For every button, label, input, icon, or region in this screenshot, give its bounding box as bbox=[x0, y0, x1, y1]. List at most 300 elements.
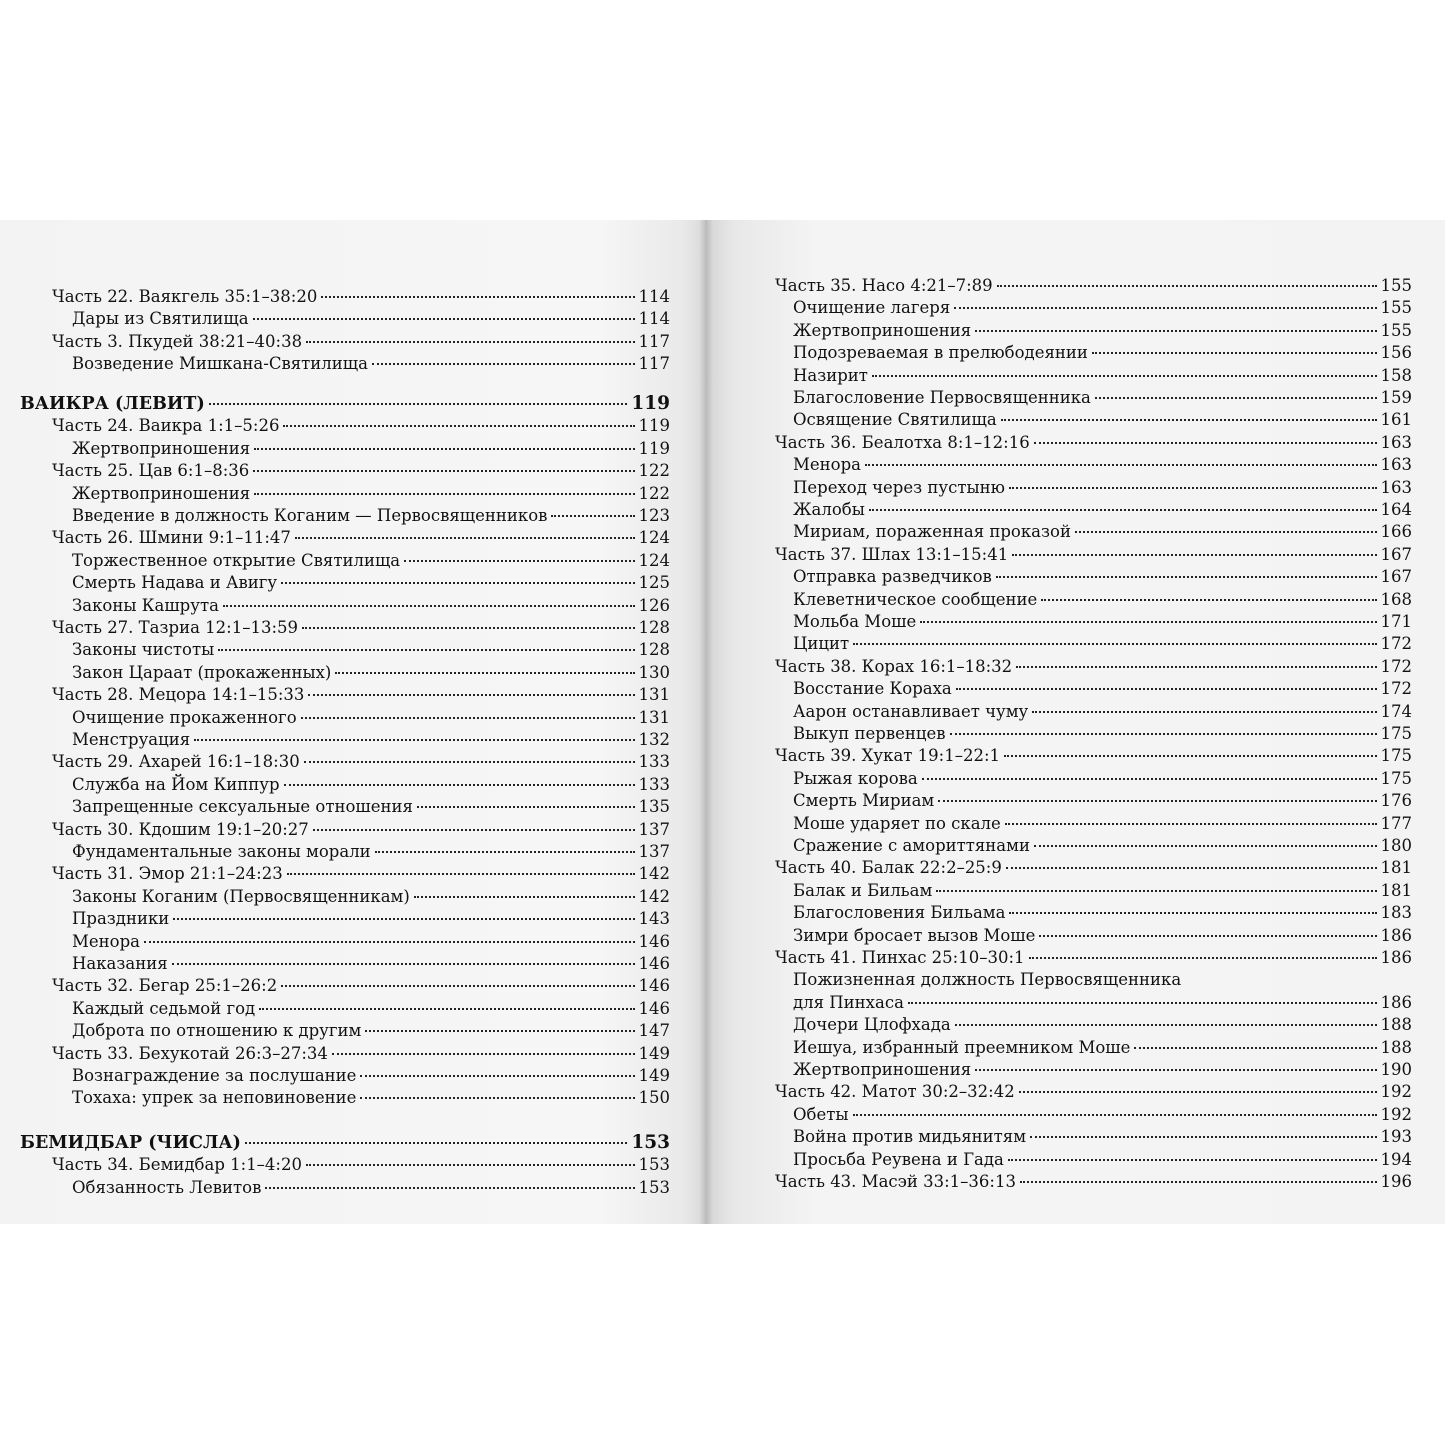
toc-dot-leader bbox=[1001, 419, 1377, 421]
toc-page-number: 126 bbox=[638, 595, 670, 615]
toc-dot-leader bbox=[265, 1187, 634, 1189]
toc-page-number: 181 bbox=[1380, 880, 1412, 900]
toc-entry-title: Возведение Мишкана-Святилища bbox=[72, 354, 368, 374]
toc-dot-leader bbox=[1034, 442, 1377, 444]
toc-subentry bbox=[72, 998, 670, 1020]
toc-part-entry bbox=[52, 975, 670, 997]
toc-dot-leader bbox=[194, 739, 634, 741]
toc-dot-leader bbox=[283, 425, 634, 427]
toc-subentry bbox=[72, 550, 670, 572]
toc-dot-leader bbox=[872, 375, 1377, 377]
toc-book-heading bbox=[20, 1132, 670, 1154]
toc-page-number: 190 bbox=[1380, 1060, 1412, 1079]
toc-entry-title: Смерть Надава и Авигу bbox=[72, 573, 278, 593]
toc-dot-leader bbox=[551, 515, 634, 517]
toc-entry-title: Жертвоприношения bbox=[72, 438, 251, 458]
toc-subentry bbox=[72, 1020, 670, 1042]
toc-subentry bbox=[793, 701, 1412, 723]
toc-page-number: 186 bbox=[1380, 948, 1412, 967]
toc-page-number: 123 bbox=[638, 506, 670, 525]
toc-page-number: 149 bbox=[638, 1043, 670, 1063]
toc-dot-leader bbox=[332, 1053, 635, 1055]
toc-subentry bbox=[793, 678, 1412, 700]
toc-page-number: 153 bbox=[638, 1155, 670, 1175]
toc-page-number: 159 bbox=[1380, 388, 1412, 407]
toc-part-entry bbox=[775, 1171, 1412, 1193]
toc-page-number: 119 bbox=[638, 438, 670, 458]
toc-dot-leader bbox=[313, 829, 635, 831]
toc-subentry bbox=[793, 835, 1412, 857]
toc-dot-leader bbox=[209, 403, 628, 405]
toc-page-number: 158 bbox=[1380, 365, 1412, 385]
toc-part-entry bbox=[52, 684, 670, 706]
toc-page-number: 149 bbox=[638, 1066, 670, 1085]
toc-part-entry bbox=[775, 656, 1412, 678]
toc-entry-title: Часть 42. Матот 30:2–32:42 bbox=[775, 1082, 1015, 1102]
toc-page-number: 146 bbox=[638, 976, 670, 996]
toc-entry-title: Часть 22. Ваякгель 35:1–38:20 bbox=[52, 287, 318, 306]
toc-subentry bbox=[72, 1087, 670, 1109]
toc-page-number: 163 bbox=[1380, 432, 1412, 452]
toc-page-number: 137 bbox=[638, 819, 670, 839]
toc-part-entry bbox=[775, 1081, 1412, 1103]
toc-dot-leader bbox=[975, 1069, 1376, 1071]
toc-page-number: 196 bbox=[1380, 1172, 1412, 1191]
toc-subentry bbox=[72, 729, 670, 751]
toc-entry-title: Обеты bbox=[793, 1104, 849, 1124]
toc-dot-leader bbox=[975, 330, 1376, 332]
toc-dot-leader bbox=[254, 493, 634, 495]
toc-entry-title: Очищение лагеря bbox=[793, 298, 951, 318]
toc-entry-title: Мириам, пораженная проказой bbox=[793, 522, 1071, 542]
toc-subentry bbox=[793, 454, 1412, 476]
toc-subentry bbox=[72, 931, 670, 953]
toc-entry-title: Часть 39. Хукат 19:1–22:1 bbox=[775, 746, 1001, 766]
toc-entry-title: Служба на Йом Киппур bbox=[72, 774, 280, 794]
toc-entry-title: Смерть Мириам bbox=[793, 791, 935, 811]
toc-page-number: 168 bbox=[1380, 589, 1412, 609]
toc-subentry bbox=[72, 953, 670, 975]
toc-entry-title: Часть 25. Цав 6:1–8:36 bbox=[52, 461, 250, 481]
toc-dot-leader bbox=[1030, 1136, 1376, 1138]
toc-entry-title: Часть 41. Пинхас 25:10–30:1 bbox=[775, 948, 1025, 967]
toc-subentry bbox=[793, 768, 1412, 790]
toc-entry-title: Иешуа, избранный преемником Моше bbox=[793, 1037, 1131, 1057]
toc-page-number: 146 bbox=[638, 954, 670, 973]
toc-entry-title: Каждый седьмой год bbox=[72, 998, 256, 1018]
toc-page-number: 194 bbox=[1380, 1149, 1412, 1169]
left-page bbox=[0, 220, 705, 1224]
toc-page-number: 181 bbox=[1380, 858, 1412, 878]
toc-entry-title: Торжественное открытие Святилища bbox=[72, 550, 401, 570]
toc-subentry bbox=[793, 297, 1412, 319]
toc-part-entry bbox=[52, 415, 670, 437]
toc-entry-title: Менора bbox=[72, 931, 140, 951]
toc-dot-leader bbox=[1134, 1047, 1376, 1049]
toc-page-number: 175 bbox=[1380, 746, 1412, 766]
toc-subentry bbox=[793, 477, 1412, 499]
toc-subentry bbox=[793, 902, 1412, 924]
toc-subentry bbox=[793, 723, 1412, 745]
toc-page-number: 163 bbox=[1380, 477, 1412, 497]
toc-entry-title: Часть 37. Шлах 13:1–15:41 bbox=[775, 544, 1009, 564]
toc-entry-title: для Пинхаса bbox=[793, 992, 904, 1012]
toc-dot-leader bbox=[954, 307, 1376, 309]
toc-page-number: 167 bbox=[1380, 567, 1412, 587]
toc-dot-leader bbox=[956, 688, 1377, 690]
toc-entry-title: Введение в должность Коганим — Первосвященников bbox=[72, 506, 548, 525]
toc-page-number: 175 bbox=[1380, 768, 1412, 788]
toc-page-number: 135 bbox=[638, 797, 670, 817]
toc-page-number: 155 bbox=[1380, 276, 1412, 295]
toc-dot-leader bbox=[306, 1164, 635, 1166]
toc-subentry bbox=[793, 320, 1412, 342]
toc-dot-leader bbox=[360, 1097, 634, 1099]
toc-dot-leader bbox=[144, 941, 635, 943]
toc-dot-leader bbox=[920, 621, 1376, 623]
toc-page-number: 193 bbox=[1380, 1127, 1412, 1147]
toc-entry-title: Законы чистоты bbox=[72, 640, 215, 660]
toc-page-number: 131 bbox=[638, 685, 670, 705]
toc-dot-leader bbox=[955, 1024, 1377, 1026]
toc-entry-title: Клеветническое сообщение bbox=[793, 589, 1038, 609]
toc-part-entry bbox=[52, 1043, 670, 1065]
toc-entry-title: Мольба Моше bbox=[793, 612, 917, 631]
toc-page-number: 192 bbox=[1380, 1082, 1412, 1102]
toc-dot-leader bbox=[938, 800, 1376, 802]
toc-subentry bbox=[72, 886, 670, 908]
toc-dot-leader bbox=[321, 296, 634, 298]
toc-dot-leader bbox=[1041, 599, 1376, 601]
toc-dot-leader bbox=[360, 1075, 634, 1077]
toc-dot-leader bbox=[950, 733, 1377, 735]
toc-page-number: 124 bbox=[638, 550, 670, 570]
toc-part-entry bbox=[52, 751, 670, 773]
toc-dot-leader bbox=[1009, 912, 1376, 914]
toc-subentry bbox=[72, 308, 670, 330]
toc-page-number: 153 bbox=[631, 1132, 670, 1153]
toc-dot-leader bbox=[1009, 487, 1377, 489]
toc-dot-leader bbox=[996, 576, 1377, 578]
toc-page-number: 167 bbox=[1380, 544, 1412, 564]
toc-entry-title: Жертвоприношения bbox=[72, 483, 251, 503]
toc-page-number: 153 bbox=[638, 1177, 670, 1197]
toc-entry-title: Просьба Реувена и Гада bbox=[793, 1149, 1004, 1169]
toc-subentry bbox=[793, 409, 1412, 431]
toc-dot-leader bbox=[375, 851, 635, 853]
toc-page-number: 188 bbox=[1380, 1037, 1412, 1057]
book-gutter bbox=[699, 220, 713, 1224]
toc-dot-leader bbox=[218, 649, 634, 651]
toc-entry-title: Выкуп первенцев bbox=[793, 724, 946, 743]
toc-subentry bbox=[793, 1014, 1412, 1036]
toc-dot-leader bbox=[936, 890, 1376, 892]
toc-dot-leader bbox=[908, 1002, 1377, 1004]
toc-page-number: 125 bbox=[638, 573, 670, 593]
toc-entry-title: Балак и Бильам bbox=[793, 880, 933, 900]
toc-entry-title: Переход через пустыню bbox=[793, 477, 1005, 497]
toc-part-entry bbox=[775, 432, 1412, 454]
toc-dot-leader bbox=[281, 582, 634, 584]
toc-entry-title: Дары из Святилища bbox=[72, 309, 249, 329]
toc-entry-title: Пожизненная должность Первосвященника bbox=[793, 970, 1182, 990]
toc-part-entry bbox=[52, 617, 670, 639]
toc-subentry bbox=[793, 387, 1412, 409]
toc-subentry bbox=[72, 595, 670, 617]
toc-dot-leader bbox=[173, 918, 634, 920]
toc-part-entry bbox=[775, 544, 1412, 566]
toc-entry-title: Праздники bbox=[72, 909, 170, 929]
toc-page-number: 161 bbox=[1380, 410, 1412, 430]
toc-dot-leader bbox=[284, 784, 635, 786]
toc-subentry bbox=[72, 841, 670, 863]
toc-entry-title: Часть 3. Пкудей 38:21–40:38 bbox=[52, 331, 303, 351]
toc-dot-leader bbox=[304, 761, 635, 763]
toc-dot-leader bbox=[1034, 845, 1377, 847]
toc-page-number: 124 bbox=[638, 528, 670, 548]
toc-subentry bbox=[793, 633, 1412, 655]
toc-dot-leader bbox=[414, 896, 635, 898]
toc-dot-leader bbox=[1029, 957, 1377, 959]
toc-page-number: 188 bbox=[1380, 1015, 1412, 1035]
toc-page-number: 150 bbox=[638, 1088, 670, 1108]
toc-dot-leader bbox=[253, 318, 635, 320]
toc-dot-leader bbox=[853, 643, 1376, 645]
toc-dot-leader bbox=[404, 560, 634, 562]
toc-subentry bbox=[793, 589, 1412, 611]
toc-page-number: 176 bbox=[1380, 791, 1412, 811]
toc-book-heading bbox=[20, 393, 670, 415]
toc-dot-leader bbox=[1012, 554, 1376, 556]
toc-entry-title: Часть 30. Кдошим 19:1–20:27 bbox=[52, 819, 309, 839]
toc-part-entry bbox=[775, 745, 1412, 767]
toc-subentry bbox=[793, 365, 1412, 387]
toc-page-number: 186 bbox=[1380, 992, 1412, 1012]
toc-page-number: 166 bbox=[1380, 522, 1412, 542]
toc-page-number: 171 bbox=[1380, 612, 1412, 631]
toc-dot-leader bbox=[253, 470, 634, 472]
toc-subentry bbox=[793, 790, 1412, 812]
toc-entry-title: Часть 35. Насо 4:21–7:89 bbox=[775, 276, 993, 295]
toc-page-number: 156 bbox=[1380, 343, 1412, 363]
toc-entry-title: Жалобы bbox=[793, 500, 865, 519]
toc-entry-title: Часть 31. Эмор 21:1–24:23 bbox=[52, 864, 283, 884]
toc-page-number: 130 bbox=[638, 662, 670, 682]
toc-page-number: 143 bbox=[638, 909, 670, 929]
toc-dot-leader bbox=[281, 985, 634, 987]
toc-dot-leader bbox=[254, 448, 634, 450]
toc-dot-leader bbox=[287, 873, 635, 875]
toc-entry-title: Тохаха: упрек за неповиновение bbox=[72, 1088, 357, 1108]
toc-subentry bbox=[793, 566, 1412, 588]
toc-dot-leader bbox=[1008, 1159, 1377, 1161]
toc-dot-leader bbox=[1004, 755, 1376, 757]
toc-entry-title: Аарон останавливает чуму bbox=[793, 701, 1029, 721]
toc-dot-leader bbox=[172, 963, 635, 965]
toc-page-number: 164 bbox=[1380, 500, 1412, 519]
toc-page-number: 177 bbox=[1380, 813, 1412, 833]
toc-dot-leader bbox=[1016, 666, 1376, 668]
toc-subentry bbox=[793, 969, 1412, 991]
toc-page-number: 175 bbox=[1380, 724, 1412, 743]
toc-dot-leader bbox=[1095, 397, 1377, 399]
toc-entry-title: Запрещенные сексуальные отношения bbox=[72, 797, 413, 817]
toc-entry-title: Благословения Бильама bbox=[793, 903, 1006, 923]
toc-dot-leader bbox=[1005, 823, 1377, 825]
toc-entry-title: Назирит bbox=[793, 365, 868, 385]
toc-page-number: 186 bbox=[1380, 925, 1412, 945]
toc-subentry bbox=[72, 707, 670, 729]
toc-dot-leader bbox=[1039, 935, 1376, 937]
toc-page-number: 155 bbox=[1380, 320, 1412, 340]
toc-subentry bbox=[72, 483, 670, 505]
toc-subentry bbox=[793, 925, 1412, 947]
toc-subentry bbox=[793, 611, 1412, 633]
toc-entry-title: Доброта по отношению к другим bbox=[72, 1021, 362, 1041]
toc-entry-title: Освящение Святилища bbox=[793, 410, 997, 430]
toc-entry-title: Часть 36. Беалотха 8:1–12:16 bbox=[775, 432, 1030, 452]
toc-dot-leader bbox=[1092, 352, 1377, 354]
toc-dot-leader bbox=[865, 464, 1377, 466]
toc-dot-leader bbox=[997, 285, 1377, 287]
toc-dot-leader bbox=[223, 605, 635, 607]
toc-entry-title: Часть 28. Мецора 14:1–15:33 bbox=[52, 685, 305, 705]
toc-page-number: 119 bbox=[638, 416, 670, 436]
toc-entry-title: Фундаментальные законы морали bbox=[72, 842, 371, 861]
toc-page-number: 183 bbox=[1380, 903, 1412, 923]
toc-subentry bbox=[72, 908, 670, 930]
toc-entry-title: Обязанность Левитов bbox=[72, 1177, 262, 1197]
toc-dot-leader bbox=[922, 778, 1377, 780]
toc-page-number: 146 bbox=[638, 998, 670, 1018]
toc-subentry bbox=[793, 1037, 1412, 1059]
toc-part-entry bbox=[52, 863, 670, 885]
toc-entry-title: Наказания bbox=[72, 954, 168, 973]
toc-dot-leader bbox=[295, 537, 635, 539]
toc-entry-title: Часть 27. Тазриа 12:1–13:59 bbox=[52, 618, 299, 637]
toc-page-number: 133 bbox=[638, 774, 670, 794]
toc-entry-title: Очищение прокаженного bbox=[72, 707, 297, 727]
toc-dot-leader bbox=[1006, 867, 1377, 869]
toc-subentry bbox=[72, 639, 670, 661]
toc-entry-title: Часть 29. Ахарей 16:1–18:30 bbox=[52, 752, 300, 772]
toc-entry-title: ВАИКРА (ЛЕВИТ) bbox=[20, 394, 205, 414]
toc-entry-title: Часть 34. Бемидбар 1:1–4:20 bbox=[52, 1155, 302, 1175]
toc-subentry bbox=[72, 438, 670, 460]
toc-subentry bbox=[72, 774, 670, 796]
toc-subentry bbox=[72, 1065, 670, 1087]
toc-page-number: 114 bbox=[638, 309, 670, 329]
right-page bbox=[705, 220, 1445, 1224]
toc-part-entry bbox=[52, 286, 670, 308]
toc-page-number: 114 bbox=[638, 287, 670, 306]
toc-dot-leader bbox=[869, 509, 1377, 511]
toc-entry-title: Менора bbox=[793, 455, 861, 475]
toc-entry-title: Цицит bbox=[793, 634, 850, 654]
toc-page-number: 142 bbox=[638, 886, 670, 906]
toc-part-entry bbox=[52, 1154, 670, 1176]
toc-entry-title: Жертвоприношения bbox=[793, 1060, 972, 1079]
toc-dot-leader bbox=[301, 717, 635, 719]
toc-entry-title: Зимри бросает вызов Моше bbox=[793, 925, 1036, 945]
toc-page-number: 180 bbox=[1380, 836, 1412, 855]
toc-entry-title: Вознаграждение за послушание bbox=[72, 1066, 357, 1085]
toc-dot-leader bbox=[1075, 531, 1377, 533]
toc-entry-title: Отправка разведчиков bbox=[793, 567, 992, 587]
toc-entry-title: Дочери Цлофхада bbox=[793, 1015, 951, 1035]
toc-entry-title: БЕМИДБАР (ЧИСЛА) bbox=[20, 1133, 241, 1153]
toc-subentry bbox=[72, 572, 670, 594]
toc-entry-title: Законы Коганим (Первосвященникам) bbox=[72, 886, 410, 906]
toc-entry-title: Сражение с амориттянами bbox=[793, 836, 1030, 855]
toc-entry-title: Менструация bbox=[72, 730, 191, 749]
toc-part-entry bbox=[775, 857, 1412, 879]
toc-page-number: 117 bbox=[638, 354, 670, 374]
toc-page-number: 147 bbox=[638, 1021, 670, 1041]
toc-subentry bbox=[793, 1059, 1412, 1081]
toc-part-entry bbox=[775, 275, 1412, 297]
toc-entry-title: Восстание Кораха bbox=[793, 679, 952, 699]
toc-page-number: 122 bbox=[638, 461, 670, 481]
toc-part-entry bbox=[775, 947, 1412, 969]
toc-dot-leader bbox=[1032, 711, 1376, 713]
toc-entry-title: Благословение Первосвященника bbox=[793, 388, 1091, 407]
toc-page-number: 146 bbox=[638, 931, 670, 951]
toc-part-entry bbox=[52, 331, 670, 353]
toc-page-number: 119 bbox=[631, 393, 670, 414]
toc-page-number: 172 bbox=[1380, 679, 1412, 699]
toc-page-number: 192 bbox=[1380, 1104, 1412, 1124]
toc-subentry bbox=[793, 1149, 1412, 1171]
toc-entry-title: Часть 32. Бегар 25:1–26:2 bbox=[52, 976, 278, 996]
toc-subentry bbox=[793, 1104, 1412, 1126]
toc-entry-title: Часть 24. Ваикра 1:1–5:26 bbox=[52, 416, 280, 436]
toc-page-number: 142 bbox=[638, 864, 670, 884]
toc-entry-title: Война против мидьянитям bbox=[793, 1127, 1027, 1147]
toc-page-number: 172 bbox=[1380, 634, 1412, 654]
toc-entry-title: Часть 43. Масэй 33:1–36:13 bbox=[775, 1172, 1016, 1191]
toc-entry-title: Закон Цараат (прокаженных) bbox=[72, 662, 332, 682]
toc-dot-leader bbox=[372, 363, 635, 365]
toc-page-number: 117 bbox=[638, 331, 670, 351]
toc-page-number: 155 bbox=[1380, 298, 1412, 318]
toc-entry-title: Часть 26. Шмини 9:1–11:47 bbox=[52, 528, 291, 548]
toc-page-number: 133 bbox=[638, 752, 670, 772]
toc-dot-leader bbox=[259, 1008, 634, 1010]
toc-dot-leader bbox=[1020, 1181, 1377, 1183]
toc-page-number: 172 bbox=[1380, 656, 1412, 676]
toc-entry-title: Моше ударяет по скале bbox=[793, 813, 1001, 833]
toc-subentry bbox=[793, 521, 1412, 543]
toc-subentry bbox=[793, 342, 1412, 364]
toc-dot-leader bbox=[302, 627, 634, 629]
toc-subentry bbox=[793, 880, 1412, 902]
toc-entry-title: Часть 40. Балак 22:2–25:9 bbox=[775, 858, 1002, 878]
toc-page-number: 174 bbox=[1380, 701, 1412, 721]
toc-entry-title: Часть 33. Бехукотай 26:3–27:34 bbox=[52, 1043, 328, 1063]
toc-dot-leader bbox=[335, 672, 634, 674]
toc-dot-leader bbox=[365, 1030, 634, 1032]
toc-subentry bbox=[793, 992, 1412, 1014]
toc-page-number: 132 bbox=[638, 730, 670, 749]
toc-part-entry bbox=[52, 819, 670, 841]
toc-entry-title: Часть 38. Корах 16:1–18:32 bbox=[775, 656, 1013, 676]
toc-dot-leader bbox=[245, 1142, 627, 1144]
toc-page-number: 163 bbox=[1380, 455, 1412, 475]
toc-subentry bbox=[793, 813, 1412, 835]
toc-dot-leader bbox=[308, 694, 634, 696]
toc-subentry bbox=[72, 796, 670, 818]
